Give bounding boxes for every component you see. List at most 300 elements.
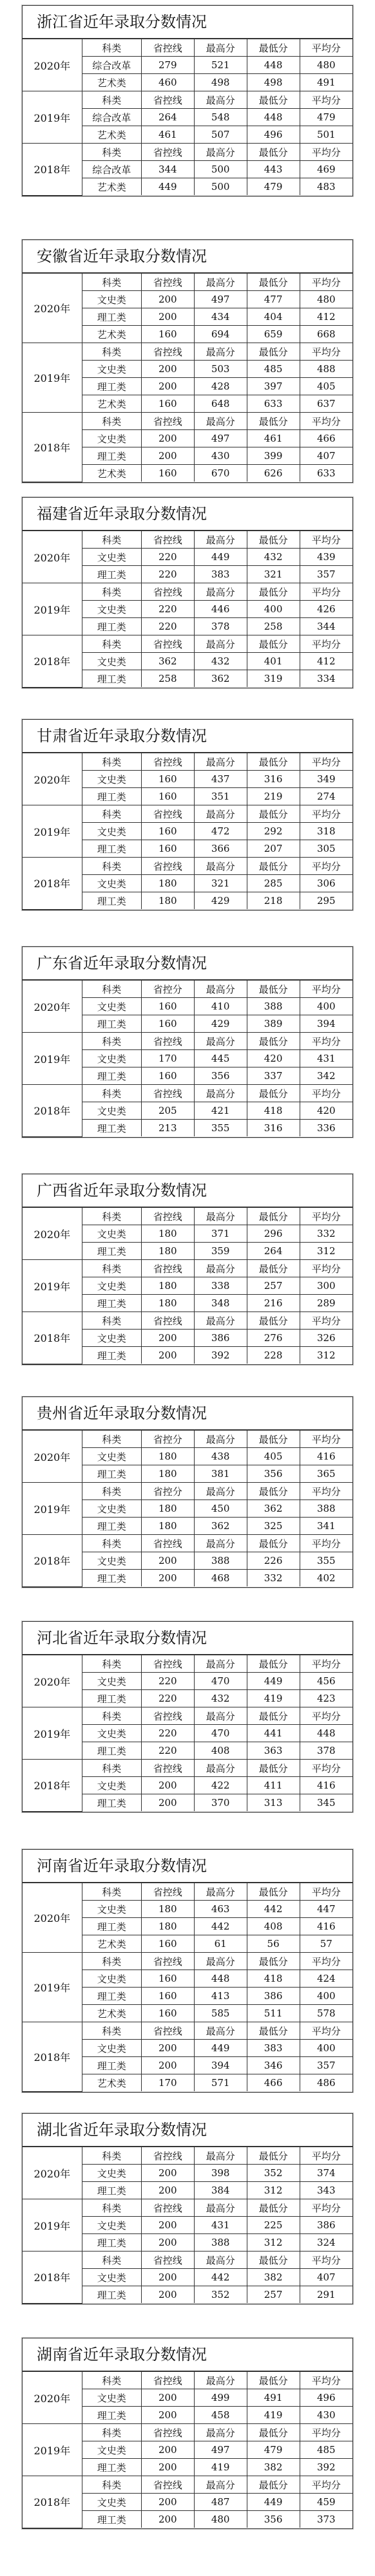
province-title: 甘肃省近年录取分数情况 bbox=[23, 720, 352, 753]
year-cell: 2019年 bbox=[23, 343, 82, 413]
table-cell: 文史类 bbox=[82, 771, 141, 788]
table-cell: 257 bbox=[247, 2286, 300, 2304]
table-cell: 448 bbox=[300, 1725, 352, 1742]
column-header: 最低分 bbox=[247, 2424, 300, 2441]
table-cell: 359 bbox=[194, 1243, 247, 1260]
table-cell: 470 bbox=[194, 1725, 247, 1742]
table-cell: 418 bbox=[247, 1102, 300, 1120]
table-cell: 373 bbox=[300, 2511, 352, 2528]
table-cell: 401 bbox=[247, 653, 300, 670]
table-cell: 346 bbox=[247, 2057, 300, 2074]
column-header: 平均分 bbox=[300, 1312, 352, 1330]
table-cell: 295 bbox=[300, 892, 352, 910]
table-cell: 225 bbox=[247, 2217, 300, 2234]
table-cell: 文史类 bbox=[82, 1102, 141, 1120]
column-header: 科类 bbox=[82, 2476, 141, 2494]
table-cell: 文史类 bbox=[82, 1970, 141, 1988]
column-header: 科类 bbox=[82, 2199, 141, 2217]
table-cell: 345 bbox=[300, 1794, 352, 1812]
column-header: 最高分 bbox=[194, 531, 247, 549]
column-header: 科类 bbox=[82, 1707, 141, 1725]
year-cell: 2019年 bbox=[23, 2199, 82, 2252]
table-cell: 200 bbox=[141, 2494, 194, 2511]
table-cell: 274 bbox=[300, 788, 352, 805]
province-card bbox=[22, 719, 353, 910]
header-row bbox=[23, 144, 352, 161]
table-cell: 362 bbox=[194, 670, 247, 688]
table-cell: 378 bbox=[194, 618, 247, 635]
table-cell: 180 bbox=[141, 1500, 194, 1518]
column-header: 科类 bbox=[82, 1953, 141, 1970]
table-cell: 264 bbox=[247, 1243, 300, 1260]
table-cell: 362 bbox=[247, 1500, 300, 1518]
column-header: 平均分 bbox=[300, 1085, 352, 1102]
table-cell: 文史类 bbox=[82, 2040, 141, 2057]
column-header: 平均分 bbox=[300, 1883, 352, 1901]
table-cell: 艺术类 bbox=[82, 1935, 141, 1953]
table-cell: 理工类 bbox=[82, 1015, 141, 1033]
table-cell: 200 bbox=[141, 2441, 194, 2459]
column-header: 科类 bbox=[82, 1535, 141, 1552]
table-cell: 398 bbox=[194, 2165, 247, 2182]
year-cell: 2019年 bbox=[23, 1953, 82, 2022]
header-row bbox=[23, 1312, 352, 1330]
table-cell: 160 bbox=[141, 1970, 194, 1988]
table-cell: 449 bbox=[194, 2040, 247, 2057]
table-cell: 文史类 bbox=[82, 2217, 141, 2234]
table-cell: 57 bbox=[300, 1935, 352, 1953]
table-cell: 449 bbox=[247, 2494, 300, 2511]
table-cell: 160 bbox=[141, 465, 194, 482]
column-header: 省控线 bbox=[141, 343, 194, 361]
table-cell: 432 bbox=[247, 549, 300, 566]
column-header: 省控线 bbox=[141, 1085, 194, 1102]
column-header: 省控线 bbox=[141, 753, 194, 771]
header-row bbox=[23, 2424, 352, 2441]
table-cell: 352 bbox=[247, 2165, 300, 2182]
year-cell: 2019年 bbox=[23, 583, 82, 635]
table-cell: 383 bbox=[247, 2040, 300, 2057]
province-title: 广东省近年录取分数情况 bbox=[23, 947, 352, 980]
table-cell: 384 bbox=[194, 2182, 247, 2199]
column-header: 最高分 bbox=[194, 858, 247, 875]
table-cell: 200 bbox=[141, 2459, 194, 2476]
column-header: 省控线 bbox=[141, 1953, 194, 1970]
table-cell: 理工类 bbox=[82, 2407, 141, 2424]
column-header: 最高分 bbox=[194, 1431, 247, 1448]
table-cell: 312 bbox=[300, 1347, 352, 1364]
table-cell: 485 bbox=[300, 2441, 352, 2459]
table-cell: 470 bbox=[194, 1673, 247, 1690]
table-cell: 220 bbox=[141, 601, 194, 618]
table-cell: 文史类 bbox=[82, 1277, 141, 1295]
column-header: 平均分 bbox=[300, 531, 352, 549]
table-cell: 312 bbox=[247, 2182, 300, 2199]
column-header: 最低分 bbox=[247, 39, 300, 57]
province-card bbox=[22, 1174, 353, 1365]
table-cell: 200 bbox=[141, 1794, 194, 1812]
table-cell: 466 bbox=[300, 430, 352, 447]
column-header: 最低分 bbox=[247, 981, 300, 998]
column-header: 平均分 bbox=[300, 343, 352, 361]
column-header: 科类 bbox=[82, 1260, 141, 1277]
column-header: 省控线 bbox=[141, 2199, 194, 2217]
table-cell: 521 bbox=[194, 57, 247, 74]
province-card bbox=[22, 240, 353, 483]
table-cell: 571 bbox=[194, 2074, 247, 2092]
table-cell: 441 bbox=[247, 1725, 300, 1742]
header-row bbox=[23, 1085, 352, 1102]
table-cell: 理工类 bbox=[82, 2182, 141, 2199]
year-cell: 2018年 bbox=[23, 1760, 82, 1812]
table-cell: 理工类 bbox=[82, 2511, 141, 2528]
table-cell: 503 bbox=[194, 361, 247, 378]
column-header: 省控分 bbox=[141, 1431, 194, 1448]
column-header: 科类 bbox=[82, 39, 141, 57]
year-cell: 2018年 bbox=[23, 2476, 82, 2528]
table-cell: 200 bbox=[141, 2389, 194, 2407]
table-cell: 257 bbox=[247, 1277, 300, 1295]
table-cell: 430 bbox=[194, 447, 247, 465]
table-cell: 479 bbox=[247, 2441, 300, 2459]
table-cell: 394 bbox=[300, 1015, 352, 1033]
header-row bbox=[23, 1953, 352, 1970]
table-cell: 170 bbox=[141, 2074, 194, 2092]
column-header: 最低分 bbox=[247, 144, 300, 161]
table-cell: 400 bbox=[300, 2040, 352, 2057]
column-header: 平均分 bbox=[300, 1033, 352, 1050]
table-cell: 258 bbox=[141, 670, 194, 688]
table-cell: 200 bbox=[141, 2511, 194, 2528]
column-header: 平均分 bbox=[300, 39, 352, 57]
table-cell: 466 bbox=[247, 2074, 300, 2092]
year-cell: 2019年 bbox=[23, 1483, 82, 1535]
table-cell: 216 bbox=[247, 1295, 300, 1312]
table-cell: 357 bbox=[300, 566, 352, 583]
table-cell: 279 bbox=[141, 57, 194, 74]
table-cell: 285 bbox=[247, 875, 300, 892]
column-header: 最低分 bbox=[247, 753, 300, 771]
table-cell: 200 bbox=[141, 1777, 194, 1794]
table-cell: 382 bbox=[247, 2459, 300, 2476]
column-header: 平均分 bbox=[300, 635, 352, 653]
table-cell: 160 bbox=[141, 326, 194, 343]
table-cell: 文史类 bbox=[82, 1777, 141, 1794]
column-header: 最高分 bbox=[194, 2147, 247, 2165]
table-cell: 449 bbox=[194, 549, 247, 566]
header-row bbox=[23, 1655, 352, 1673]
table-cell: 220 bbox=[141, 1725, 194, 1742]
table-cell: 200 bbox=[141, 2057, 194, 2074]
table-cell: 434 bbox=[194, 308, 247, 326]
column-header: 最低分 bbox=[247, 1208, 300, 1225]
table-cell: 370 bbox=[194, 1794, 247, 1812]
table-cell: 332 bbox=[247, 1570, 300, 1587]
table-cell: 419 bbox=[247, 2407, 300, 2424]
year-cell: 2018年 bbox=[23, 1312, 82, 1364]
table-cell: 艺术类 bbox=[82, 178, 141, 196]
column-header: 最低分 bbox=[247, 1085, 300, 1102]
column-header: 最高分 bbox=[194, 91, 247, 109]
column-header: 最低分 bbox=[247, 858, 300, 875]
column-header: 省控线 bbox=[141, 274, 194, 291]
table-cell: 446 bbox=[194, 601, 247, 618]
table-cell: 理工类 bbox=[82, 1794, 141, 1812]
table-cell: 理工类 bbox=[82, 1918, 141, 1935]
column-header: 最高分 bbox=[194, 1655, 247, 1673]
table-cell: 226 bbox=[247, 1552, 300, 1570]
table-cell: 420 bbox=[300, 1102, 352, 1120]
column-header: 省控线 bbox=[141, 635, 194, 653]
year-cell: 2019年 bbox=[23, 1260, 82, 1312]
year-cell: 2020年 bbox=[23, 39, 82, 91]
table-cell: 432 bbox=[194, 653, 247, 670]
table-cell: 160 bbox=[141, 823, 194, 840]
table-cell: 综合改革 bbox=[82, 161, 141, 178]
table-cell: 400 bbox=[247, 601, 300, 618]
table-cell: 316 bbox=[247, 1120, 300, 1137]
table-cell: 459 bbox=[300, 2494, 352, 2511]
year-cell: 2018年 bbox=[23, 144, 82, 196]
table-cell: 633 bbox=[300, 465, 352, 482]
table-cell: 56 bbox=[247, 1935, 300, 1953]
table-cell: 437 bbox=[194, 771, 247, 788]
column-header: 最高分 bbox=[194, 805, 247, 823]
column-header: 平均分 bbox=[300, 1208, 352, 1225]
table-cell: 394 bbox=[194, 2057, 247, 2074]
table-cell: 341 bbox=[300, 1518, 352, 1535]
table-cell: 447 bbox=[300, 1901, 352, 1918]
header-row bbox=[23, 1483, 352, 1500]
column-header: 平均分 bbox=[300, 2372, 352, 2389]
column-header: 最高分 bbox=[194, 1883, 247, 1901]
table-cell: 461 bbox=[247, 430, 300, 447]
table-cell: 349 bbox=[300, 771, 352, 788]
year-cell: 2019年 bbox=[23, 805, 82, 858]
table-cell: 305 bbox=[300, 840, 352, 858]
table-cell: 200 bbox=[141, 2182, 194, 2199]
column-header: 平均分 bbox=[300, 583, 352, 601]
table-cell: 文史类 bbox=[82, 1552, 141, 1570]
table-cell: 426 bbox=[300, 601, 352, 618]
column-header: 省控线 bbox=[141, 2252, 194, 2269]
table-cell: 文史类 bbox=[82, 601, 141, 618]
table-cell: 理工类 bbox=[82, 670, 141, 688]
column-header: 科类 bbox=[82, 531, 141, 549]
table-cell: 480 bbox=[300, 57, 352, 74]
header-row bbox=[23, 413, 352, 430]
table-cell: 363 bbox=[247, 1742, 300, 1760]
column-header: 最低分 bbox=[247, 583, 300, 601]
table-cell: 文史类 bbox=[82, 2269, 141, 2286]
table-cell: 180 bbox=[141, 875, 194, 892]
table-cell: 480 bbox=[300, 291, 352, 308]
header-row bbox=[23, 2147, 352, 2165]
table-cell: 422 bbox=[194, 1777, 247, 1794]
province-card bbox=[22, 1396, 353, 1588]
column-header: 科类 bbox=[82, 1431, 141, 1448]
table-cell: 理工类 bbox=[82, 1570, 141, 1587]
year-cell: 2018年 bbox=[23, 2022, 82, 2092]
table-cell: 460 bbox=[141, 74, 194, 91]
table-cell: 487 bbox=[194, 2494, 247, 2511]
column-header: 省控线 bbox=[141, 858, 194, 875]
table-cell: 文史类 bbox=[82, 2494, 141, 2511]
table-cell: 180 bbox=[141, 1901, 194, 1918]
table-cell: 文史类 bbox=[82, 653, 141, 670]
column-header: 最高分 bbox=[194, 635, 247, 653]
table-cell: 362 bbox=[194, 1518, 247, 1535]
column-header: 平均分 bbox=[300, 2199, 352, 2217]
table-cell: 200 bbox=[141, 2165, 194, 2182]
column-header: 最低分 bbox=[247, 1655, 300, 1673]
column-header: 科类 bbox=[82, 144, 141, 161]
score-table bbox=[23, 2371, 352, 2528]
table-cell: 405 bbox=[247, 1448, 300, 1465]
header-row bbox=[23, 274, 352, 291]
table-cell: 430 bbox=[300, 2407, 352, 2424]
table-cell: 352 bbox=[194, 2286, 247, 2304]
table-cell: 388 bbox=[194, 2234, 247, 2252]
table-cell: 160 bbox=[141, 788, 194, 805]
table-cell: 文史类 bbox=[82, 2441, 141, 2459]
column-header: 平均分 bbox=[300, 1535, 352, 1552]
province-title: 贵州省近年录取分数情况 bbox=[23, 1397, 352, 1430]
column-header: 最高分 bbox=[194, 583, 247, 601]
table-cell: 355 bbox=[300, 1552, 352, 1570]
table-cell: 318 bbox=[300, 823, 352, 840]
table-cell: 497 bbox=[194, 2441, 247, 2459]
table-cell: 357 bbox=[300, 2057, 352, 2074]
column-header: 最高分 bbox=[194, 1760, 247, 1777]
table-cell: 160 bbox=[141, 1067, 194, 1085]
table-cell: 418 bbox=[247, 1970, 300, 1988]
table-cell: 438 bbox=[194, 1448, 247, 1465]
table-cell: 180 bbox=[141, 1918, 194, 1935]
column-header: 平均分 bbox=[300, 2147, 352, 2165]
table-cell: 综合改革 bbox=[82, 57, 141, 74]
table-cell: 艺术类 bbox=[82, 74, 141, 91]
column-header: 最高分 bbox=[194, 413, 247, 430]
table-cell: 408 bbox=[194, 1742, 247, 1760]
table-cell: 378 bbox=[300, 1742, 352, 1760]
province-card bbox=[22, 1849, 353, 2092]
table-cell: 理工类 bbox=[82, 378, 141, 395]
column-header: 最高分 bbox=[194, 2022, 247, 2040]
table-cell: 文史类 bbox=[82, 430, 141, 447]
column-header: 最高分 bbox=[194, 343, 247, 361]
province-card bbox=[22, 1621, 353, 1812]
year-cell: 2020年 bbox=[23, 1883, 82, 1953]
table-cell: 472 bbox=[194, 823, 247, 840]
column-header: 最高分 bbox=[194, 1085, 247, 1102]
table-cell: 428 bbox=[194, 378, 247, 395]
table-cell: 411 bbox=[247, 1777, 300, 1794]
table-cell: 442 bbox=[194, 1918, 247, 1935]
table-cell: 356 bbox=[247, 2511, 300, 2528]
year-cell: 2019年 bbox=[23, 91, 82, 144]
header-row bbox=[23, 1260, 352, 1277]
table-cell: 289 bbox=[300, 1295, 352, 1312]
header-row bbox=[23, 343, 352, 361]
column-header: 科类 bbox=[82, 805, 141, 823]
score-table bbox=[23, 1430, 352, 1587]
table-cell: 344 bbox=[141, 161, 194, 178]
table-cell: 160 bbox=[141, 395, 194, 413]
score-table bbox=[23, 1883, 352, 2092]
table-cell: 理工类 bbox=[82, 1347, 141, 1364]
column-header: 省控线 bbox=[141, 1535, 194, 1552]
column-header: 科类 bbox=[82, 2372, 141, 2389]
column-header: 省控线 bbox=[141, 1033, 194, 1050]
table-cell: 416 bbox=[300, 1777, 352, 1794]
table-cell: 258 bbox=[247, 618, 300, 635]
column-header: 平均分 bbox=[300, 144, 352, 161]
column-header: 最低分 bbox=[247, 805, 300, 823]
table-cell: 485 bbox=[247, 361, 300, 378]
column-header: 省控线 bbox=[141, 1208, 194, 1225]
column-header: 科类 bbox=[82, 343, 141, 361]
table-cell: 463 bbox=[194, 1901, 247, 1918]
column-header: 省控线 bbox=[141, 2147, 194, 2165]
table-cell: 448 bbox=[247, 109, 300, 126]
table-cell: 399 bbox=[247, 447, 300, 465]
column-header: 平均分 bbox=[300, 858, 352, 875]
table-cell: 理工类 bbox=[82, 566, 141, 583]
table-cell: 200 bbox=[141, 1552, 194, 1570]
column-header: 平均分 bbox=[300, 1260, 352, 1277]
table-cell: 431 bbox=[300, 1050, 352, 1067]
table-cell: 326 bbox=[300, 1330, 352, 1347]
table-cell: 文史类 bbox=[82, 998, 141, 1015]
table-cell: 理工类 bbox=[82, 1465, 141, 1483]
table-cell: 理工类 bbox=[82, 1067, 141, 1085]
table-cell: 488 bbox=[300, 361, 352, 378]
table-cell: 351 bbox=[194, 788, 247, 805]
province-title: 浙江省近年录取分数情况 bbox=[23, 6, 352, 39]
table-cell: 477 bbox=[247, 291, 300, 308]
table-cell: 424 bbox=[300, 1970, 352, 1988]
table-cell: 374 bbox=[300, 2165, 352, 2182]
table-cell: 382 bbox=[247, 2269, 300, 2286]
table-cell: 423 bbox=[300, 1690, 352, 1707]
table-cell: 艺术类 bbox=[82, 465, 141, 482]
column-header: 省控线 bbox=[141, 1655, 194, 1673]
table-cell: 180 bbox=[141, 1277, 194, 1295]
header-row bbox=[23, 531, 352, 549]
table-cell: 艺术类 bbox=[82, 326, 141, 343]
table-cell: 443 bbox=[247, 161, 300, 178]
table-cell: 200 bbox=[141, 291, 194, 308]
table-cell: 356 bbox=[194, 1067, 247, 1085]
column-header: 最高分 bbox=[194, 274, 247, 291]
column-header: 科类 bbox=[82, 2252, 141, 2269]
column-header: 最低分 bbox=[247, 1431, 300, 1448]
table-cell: 180 bbox=[141, 1518, 194, 1535]
header-row bbox=[23, 2476, 352, 2494]
score-table bbox=[23, 753, 352, 910]
column-header: 最低分 bbox=[247, 2252, 300, 2269]
column-header: 最低分 bbox=[247, 2476, 300, 2494]
table-cell: 理工类 bbox=[82, 2286, 141, 2304]
year-cell: 2019年 bbox=[23, 1707, 82, 1760]
column-header: 平均分 bbox=[300, 805, 352, 823]
table-cell: 392 bbox=[194, 1347, 247, 1364]
table-cell: 362 bbox=[141, 653, 194, 670]
column-header: 最低分 bbox=[247, 91, 300, 109]
table-cell: 416 bbox=[300, 1918, 352, 1935]
column-header: 科类 bbox=[82, 981, 141, 998]
